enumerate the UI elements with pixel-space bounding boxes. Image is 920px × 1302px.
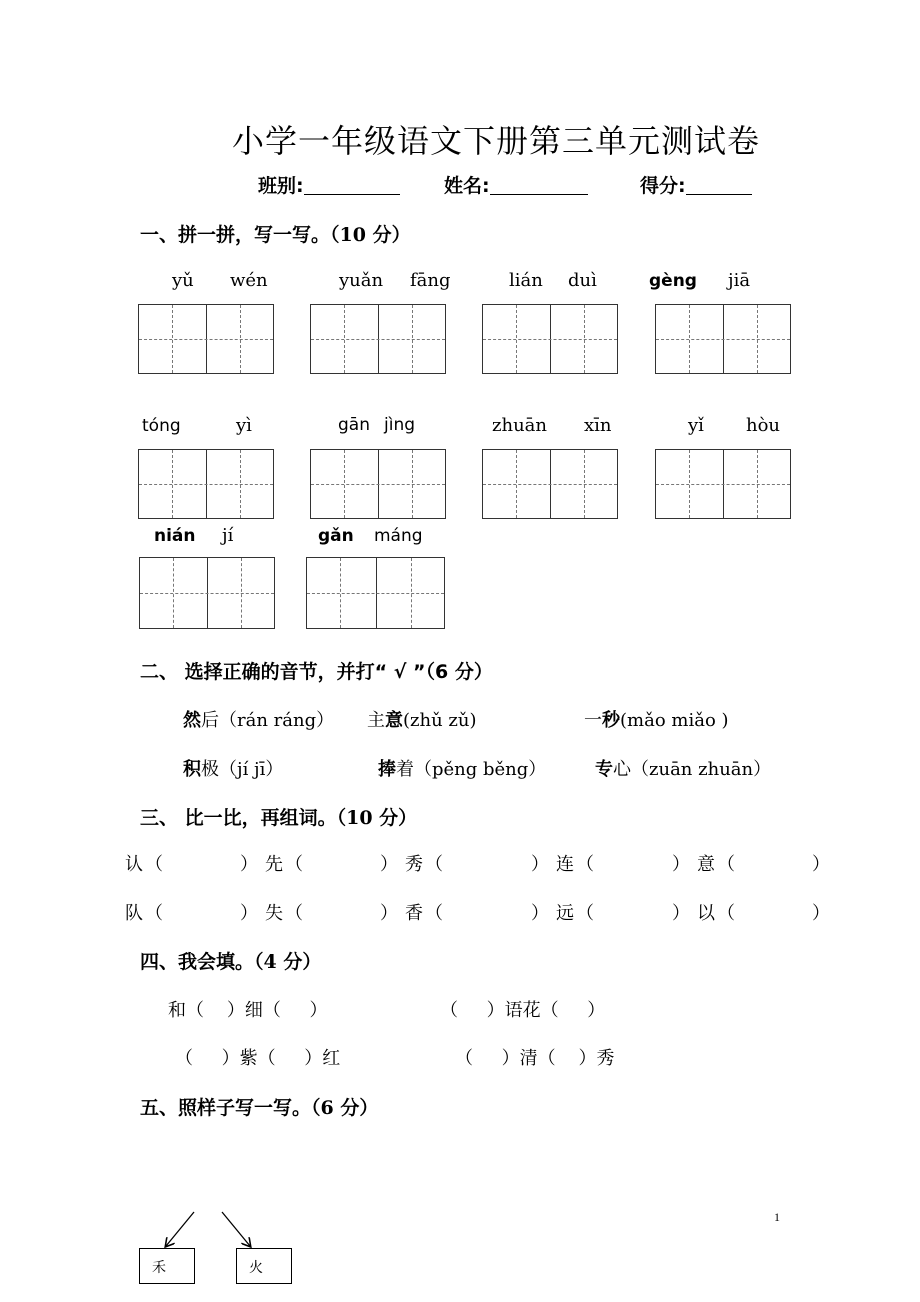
pinyin-7b: xīn — [584, 415, 612, 436]
fill-line-1a[interactable]: 和（ ）细（ ） — [168, 1000, 328, 1021]
class-field[interactable] — [258, 171, 400, 198]
score-blank[interactable] — [686, 176, 752, 195]
writing-grid[interactable] — [139, 557, 275, 629]
section3-title: 三、 比一比，再组词。 — [140, 807, 337, 829]
writing-grid[interactable] — [482, 304, 618, 374]
pinyin-2a: yuǎn — [339, 270, 384, 291]
name-blank[interactable] — [490, 176, 588, 195]
option-zhuan[interactable] — [595, 755, 771, 781]
pinyin-6a: gān — [338, 415, 370, 435]
section1-heading — [140, 220, 411, 247]
pinyin-10b: máng — [374, 526, 423, 546]
section1-points: （10 分） — [330, 224, 411, 246]
class-blank[interactable] — [304, 176, 400, 195]
word-char: 队 — [125, 903, 143, 924]
option-ran[interactable] — [183, 706, 334, 732]
pinyin-2b: fāng — [410, 270, 451, 291]
writing-grid[interactable] — [306, 557, 445, 629]
blank-paren[interactable]: （ — [576, 854, 594, 875]
pinyin-6b: jìng — [384, 415, 416, 435]
option-char: 然 — [183, 710, 201, 731]
blank-paren: ） — [380, 903, 398, 924]
pinyin-1a: yǔ — [172, 270, 194, 291]
blank-paren: ） — [812, 903, 830, 924]
word-char: 意 — [697, 854, 715, 875]
blank-paren[interactable]: （ — [717, 903, 735, 924]
writing-grid[interactable] — [310, 449, 446, 519]
option-char: 意 — [385, 710, 403, 731]
word-char: 先 — [265, 854, 283, 875]
arrow-right — [222, 1212, 250, 1246]
blank-paren[interactable]: （ — [145, 854, 163, 875]
blank-paren: ） — [531, 854, 549, 875]
blank-paren[interactable]: （ — [145, 903, 163, 924]
writing-grid[interactable] — [655, 449, 791, 519]
writing-grid[interactable] — [310, 304, 446, 374]
pinyin-4b: jiā — [728, 270, 751, 291]
section5-points: （6 分） — [311, 1097, 379, 1119]
option-text: (zhǔ zǔ) — [403, 710, 477, 731]
section4-heading — [140, 947, 321, 974]
pinyin-4a: gèng — [649, 271, 697, 291]
option-char: 积 — [183, 759, 201, 780]
pinyin-8b: hòu — [746, 415, 781, 436]
section2-heading: 二、 选择正确的音节，并打“ √ ”（6 分） — [140, 661, 493, 683]
option-miao[interactable] — [584, 706, 729, 732]
pinyin-8a: yǐ — [688, 415, 704, 436]
fill-line-2a[interactable]: （ ）紫（ ）红 — [175, 1048, 341, 1069]
option-text: 着（pěng běng） — [396, 759, 547, 780]
page-number: 1 — [774, 1210, 780, 1224]
example-box-he: 禾 — [139, 1248, 195, 1284]
blank-paren: ） — [531, 903, 549, 924]
score-label: 得分: — [640, 175, 686, 197]
word-char: 秀 — [405, 854, 423, 875]
option-char: 捧 — [378, 759, 396, 780]
arrow-lines — [150, 1206, 270, 1252]
option-text: 心（zuān zhuān） — [613, 759, 772, 780]
pinyin-3b: duì — [568, 270, 597, 291]
pinyin-10a: gǎn — [318, 526, 354, 546]
option-text: 极（jí jī） — [201, 759, 284, 780]
name-label: 姓名: — [444, 175, 490, 197]
section1-title: 一、拼一拼，写一写。 — [140, 224, 331, 246]
option-char: 秒 — [602, 710, 620, 731]
section3-points: （10 分） — [336, 807, 418, 829]
option-yi[interactable] — [367, 706, 477, 732]
fill-line-1b[interactable]: （ ）语花（ ） — [440, 1000, 606, 1021]
blank-paren[interactable]: （ — [576, 903, 594, 924]
word-char: 以 — [697, 903, 715, 924]
pinyin-7a: zhuān — [492, 415, 547, 436]
section4-title: 四、我会填。 — [140, 951, 255, 973]
pinyin-9a: nián — [154, 526, 196, 546]
blank-paren: ） — [672, 903, 690, 924]
blank-paren[interactable]: （ — [425, 903, 443, 924]
blank-paren: ） — [672, 854, 690, 875]
blank-paren[interactable]: （ — [425, 854, 443, 875]
writing-grid[interactable] — [655, 304, 791, 374]
page-title: 小学一年级语文下册第三单元测试卷 — [232, 122, 761, 160]
option-ji[interactable] — [183, 755, 283, 781]
blank-paren[interactable]: （ — [285, 854, 303, 875]
pinyin-9b: jí — [222, 525, 234, 546]
name-field[interactable] — [444, 171, 588, 198]
option-pre: 一 — [584, 710, 602, 731]
blank-paren: ） — [240, 854, 258, 875]
writing-grid[interactable] — [138, 449, 274, 519]
option-peng[interactable] — [378, 755, 546, 781]
section5-heading — [140, 1093, 378, 1120]
pinyin-5b: yì — [236, 415, 252, 436]
class-label: 班别: — [258, 175, 304, 197]
word-char: 连 — [556, 854, 574, 875]
word-char: 香 — [405, 903, 423, 924]
score-field[interactable] — [640, 171, 752, 198]
pinyin-1b: wén — [230, 270, 268, 291]
option-text: (mǎo miǎo ) — [620, 710, 729, 731]
option-pre: 主 — [367, 710, 385, 731]
option-char: 专 — [595, 759, 613, 780]
writing-grid[interactable] — [138, 304, 274, 374]
arrow-left — [166, 1212, 194, 1246]
section3-heading — [140, 803, 417, 830]
example-box-huo: 火 — [236, 1248, 292, 1284]
word-char: 远 — [556, 903, 574, 924]
pinyin-5a: tóng — [142, 416, 181, 436]
blank-paren: ） — [812, 854, 830, 875]
writing-grid[interactable] — [482, 449, 618, 519]
option-text: 后（rán ráng） — [201, 710, 335, 731]
blank-paren[interactable]: （ — [717, 854, 735, 875]
blank-paren: ） — [380, 854, 398, 875]
section4-points: （4 分） — [254, 951, 322, 973]
blank-paren: ） — [240, 903, 258, 924]
pinyin-3a: lián — [509, 270, 543, 291]
blank-paren[interactable]: （ — [285, 903, 303, 924]
fill-line-2b[interactable]: （ ）清（ ）秀 — [455, 1048, 615, 1069]
section5-title: 五、照样子写一写。 — [140, 1097, 312, 1119]
word-char: 失 — [265, 903, 283, 924]
word-char: 认 — [125, 854, 143, 875]
